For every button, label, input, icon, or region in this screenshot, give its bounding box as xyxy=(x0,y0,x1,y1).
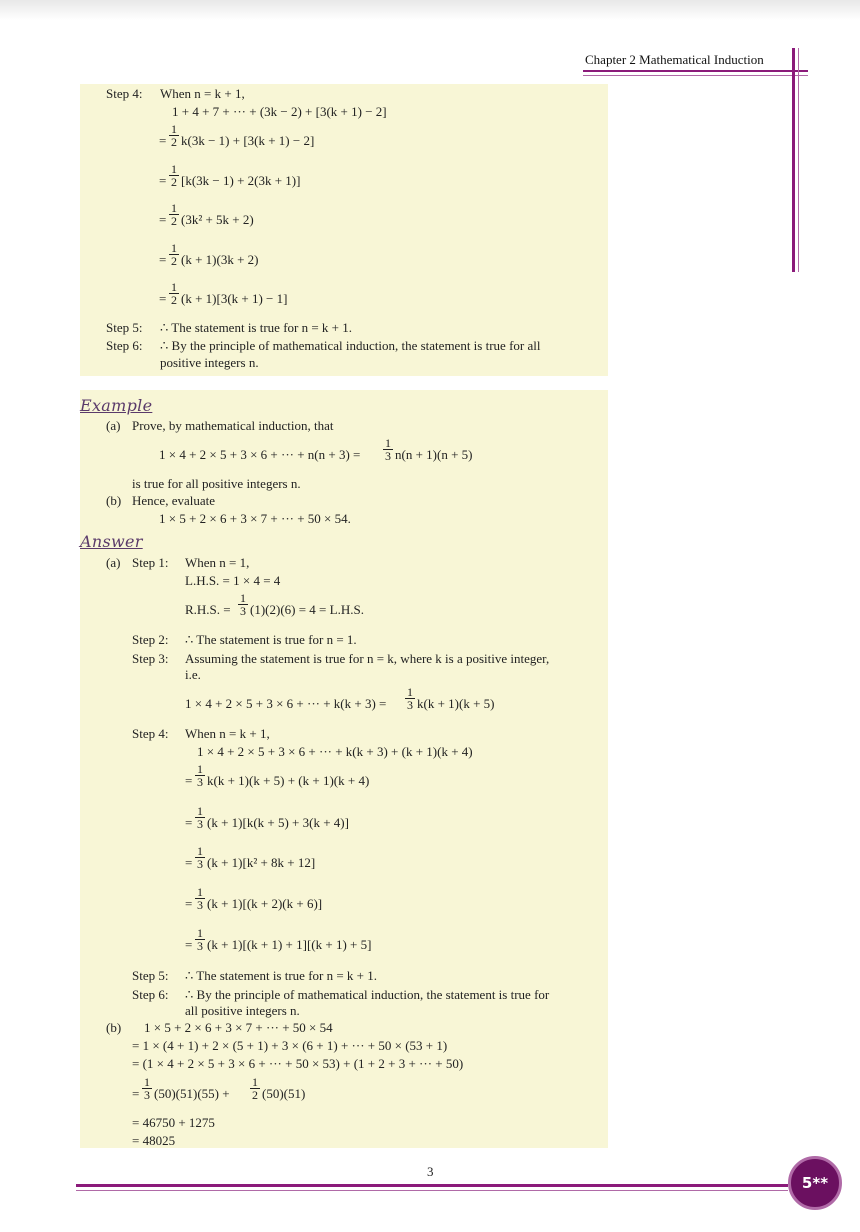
ans-step6-label: Step 6: xyxy=(132,987,169,1002)
example-b-label: (b) xyxy=(106,493,122,508)
ans-step5-label: Step 5: xyxy=(132,968,169,983)
ans-lhs: L.H.S. = 1 × 4 = 4 xyxy=(185,573,281,588)
ans-step3-text2: i.e. xyxy=(185,667,201,682)
p1-eq3: = xyxy=(159,173,167,188)
ans-rhs-left: R.H.S. = xyxy=(185,602,231,617)
example-a-text2: is true for all positive integers n. xyxy=(132,476,301,491)
p1-step5-text: ∴ The statement is true for n = k + 1. xyxy=(160,320,353,335)
example-a-formula-left: 1 × 4 + 2 × 5 + 3 × 6 + ··· + n(n + 3) = xyxy=(159,447,361,462)
p1-eq2: = xyxy=(159,133,167,148)
ans-b-line4b: (50)(51) xyxy=(262,1086,306,1101)
example-a-frac: $\frac{1}{3}$ xyxy=(385,436,391,463)
ans-step4-label: Step 4: xyxy=(132,726,169,741)
page-number: 3 xyxy=(427,1164,434,1179)
ans-step4-text: When n = k + 1, xyxy=(185,726,270,741)
example-heading: Example xyxy=(80,396,153,415)
ans-s4-eq6: = xyxy=(185,937,193,952)
ans-b-frac2: $\frac{1}{2}$ xyxy=(252,1075,258,1102)
p1-frac3: $\frac{1}{2}$ xyxy=(171,162,177,189)
ans-step3-label: Step 3: xyxy=(132,651,169,666)
page-top-shade xyxy=(0,0,860,20)
chapter-rule-thin xyxy=(583,75,808,76)
p1-step6-text2: positive integers n. xyxy=(160,355,259,370)
margin-bar-thin xyxy=(798,48,799,272)
ans-step1-text: When n = 1, xyxy=(185,555,250,570)
p1-frac6: $\frac{1}{2}$ xyxy=(171,280,177,307)
step4-label: Step 4: xyxy=(106,86,143,101)
ans-s4-line6: (k + 1)[(k + 1) + 1][(k + 1) + 5] xyxy=(207,937,372,952)
p1-line3: [k(3k − 1) + 2(3k + 1)] xyxy=(181,173,301,188)
footer-rule xyxy=(76,1184,788,1187)
ans-s4-line3: (k + 1)[k(k + 5) + 3(k + 4)] xyxy=(207,815,349,830)
ans-step6-text1: ∴ By the principle of mathematical induction, the statement is true for xyxy=(185,987,550,1002)
ans-b-eq4: = xyxy=(132,1086,140,1101)
ans-s4-eq5: = xyxy=(185,896,193,911)
ans-s4-eq3: = xyxy=(185,815,193,830)
ans-step1-label: Step 1: xyxy=(132,555,169,570)
p1-frac4: $\frac{1}{2}$ xyxy=(171,201,177,228)
answer-heading: Answer xyxy=(80,532,143,551)
step4-text: When n = k + 1, xyxy=(160,86,245,101)
answer-a-label: (a) xyxy=(106,555,121,570)
p1-eq5: = xyxy=(159,252,167,267)
p1-step6-label: Step 6: xyxy=(106,338,143,353)
p1-step6-text1: ∴ By the principle of mathematical induction, the statement is true for all xyxy=(160,338,541,353)
p1-line4: (3k² + 5k + 2) xyxy=(181,212,254,227)
p1-line5: (k + 1)(3k + 2) xyxy=(181,252,259,267)
ans-b-line3: = (1 × 4 + 2 × 5 + 3 × 6 + ··· + 50 × 53) + (1 + 2 + 3 + ··· + 50) xyxy=(132,1056,464,1071)
ans-b-line1: 1 × 5 + 2 × 6 + 3 × 7 + ··· + 50 × 54 xyxy=(144,1020,333,1035)
example-a-formula-right: n(n + 1)(n + 5) xyxy=(395,447,473,462)
ans-b-line5: = 46750 + 1275 xyxy=(132,1115,215,1130)
example-b-formula: 1 × 5 + 2 × 6 + 3 × 7 + ··· + 50 × 54. xyxy=(159,511,351,526)
ans-s4-frac3: $\frac{1}{3}$ xyxy=(197,804,203,831)
ans-b-line6: = 48025 xyxy=(132,1133,176,1148)
chapter-rule xyxy=(583,70,808,72)
ans-step6-text2: all positive integers n. xyxy=(185,1003,300,1018)
p1-line2: k(3k − 1) + [3(k + 1) − 2] xyxy=(181,133,315,148)
ans-s4-frac4: $\frac{1}{3}$ xyxy=(197,844,203,871)
ans-s4-line2: k(k + 1)(k + 5) + (k + 1)(k + 4) xyxy=(207,773,370,788)
ans-rhs-frac: $\frac{1}{3}$ xyxy=(240,591,246,618)
ans-step2-text: ∴ The statement is true for n = 1. xyxy=(185,632,357,647)
ans-rhs-right: (1)(2)(6) = 4 = L.H.S. xyxy=(250,602,364,617)
footer-rule-thin xyxy=(76,1190,788,1191)
example-b-text: Hence, evaluate xyxy=(132,493,216,508)
ans-s4-frac6: $\frac{1}{3}$ xyxy=(197,926,203,953)
ans-step3-formula-left: 1 × 4 + 2 × 5 + 3 × 6 + ··· + k(k + 3) = xyxy=(185,696,387,711)
p1-line6: (k + 1)[3(k + 1) − 1] xyxy=(181,291,288,306)
ans-step3-formula-right: k(k + 1)(k + 5) xyxy=(417,696,495,711)
ans-s4-line5: (k + 1)[(k + 2)(k + 6)] xyxy=(207,896,323,911)
ans-b-label: (b) xyxy=(106,1020,122,1035)
p1-line1: 1 + 4 + 7 + ··· + (3k − 2) + [3(k + 1) − 2] xyxy=(172,104,387,119)
margin-bar xyxy=(792,48,795,272)
example-a-text: Prove, by mathematical induction, that xyxy=(132,418,334,433)
chapter-title: Chapter 2 Mathematical Induction xyxy=(585,52,764,67)
ans-s4-frac5: $\frac{1}{3}$ xyxy=(197,885,203,912)
ans-s4-eq4: = xyxy=(185,855,193,870)
ans-b-line4a: (50)(51)(55) + xyxy=(154,1086,230,1101)
example-a-label: (a) xyxy=(106,418,121,433)
p1-step5-label: Step 5: xyxy=(106,320,143,335)
ans-s4-line1: 1 × 4 + 2 × 5 + 3 × 6 + ··· + k(k + 3) + (k + 1)(k + 4) xyxy=(197,744,473,759)
ans-step3-frac: $\frac{1}{3}$ xyxy=(407,685,413,712)
p1-frac2: $\frac{1}{2}$ xyxy=(171,122,177,149)
ans-step5-text: ∴ The statement is true for n = k + 1. xyxy=(185,968,378,983)
ans-s4-frac2: $\frac{1}{3}$ xyxy=(197,762,203,789)
ans-b-frac1: $\frac{1}{3}$ xyxy=(144,1075,150,1102)
p1-eq6: = xyxy=(159,291,167,306)
ans-step2-label: Step 2: xyxy=(132,632,169,647)
p1-frac5: $\frac{1}{2}$ xyxy=(171,241,177,268)
level-badge: 5** xyxy=(788,1156,842,1210)
ans-step3-text1: Assuming the statement is true for n = k, where k is a positive integer, xyxy=(185,651,550,666)
ans-s4-line4: (k + 1)[k² + 8k + 12] xyxy=(207,855,316,870)
ans-s4-eq2: = xyxy=(185,773,193,788)
ans-b-line2: = 1 × (4 + 1) + 2 × (5 + 1) + 3 × (6 + 1) + ··· + 50 × (53 + 1) xyxy=(132,1038,448,1053)
p1-eq4: = xyxy=(159,212,167,227)
